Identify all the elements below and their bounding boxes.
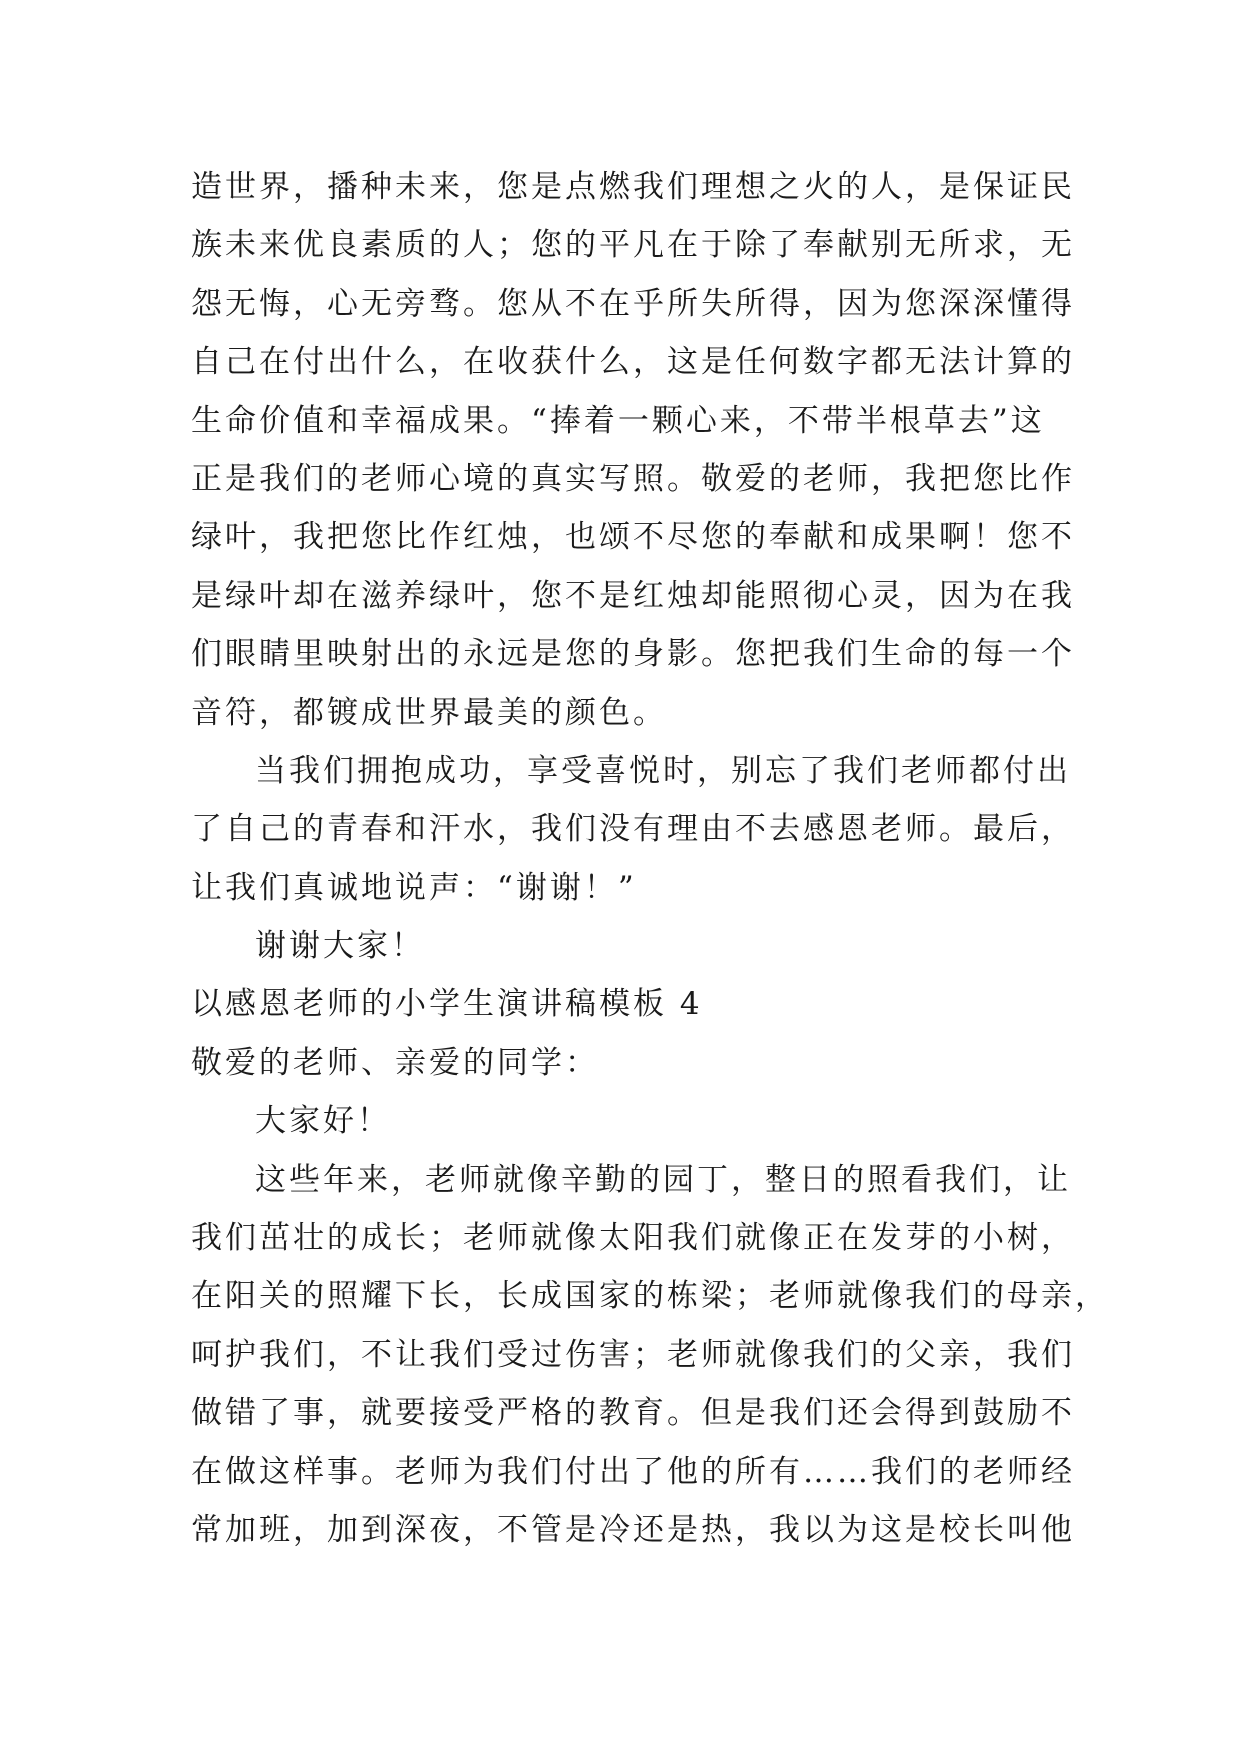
salutation: 敬爱的老师、亲爱的同学： <box>191 1044 599 1081</box>
document-body <box>191 158 1109 1559</box>
text-line: 造世界，播种未来，您是点燃我们理想之火的人，是保证民 <box>191 169 1075 205</box>
text-line: 音符，都镀成世界最美的颜色。 <box>191 694 667 731</box>
text-line: 在做这样事。老师为我们付出了他的所有……我们的老师经 <box>191 1453 1075 1490</box>
text-line: 我们茁壮的成长；老师就像太阳我们就像正在发芽的小树， <box>191 1220 1075 1257</box>
text-line: 自己在付出什么，在收获什么，这是任何数字都无法计算的 <box>191 344 1075 381</box>
paragraph-first-line: 这些年来，老师就像辛勤的园丁，整日的照看我们，让 <box>255 1161 1071 1198</box>
text-line: 们眼睛里映射出的永远是您的身影。您把我们生命的每一个 <box>191 636 1075 673</box>
greeting: 大家好！ <box>255 1103 391 1140</box>
text-line: 做错了事，就要接受严格的教育。但是我们还会得到鼓励不 <box>191 1395 1075 1432</box>
text-line: 在阳关的照耀下长，长成国家的栋梁；老师就像我们的母亲， <box>191 1278 1109 1315</box>
text-line: 呵护我们，不让我们受过伤害；老师就像我们的父亲，我们 <box>191 1336 1075 1373</box>
text-line: 生命价值和幸福成果。“捧着一颗心来，不带半根草去”这 <box>191 402 1045 439</box>
text-line: 绿叶，我把您比作红烛，也颂不尽您的奉献和成果啊！您不 <box>191 519 1075 556</box>
text-line: 族未来优良素质的人；您的平凡在于除了奉献别无所求，无 <box>191 227 1075 264</box>
paragraph-first-line: 当我们拥抱成功，享受喜悦时，别忘了我们老师都付出 <box>255 752 1071 789</box>
text-line: 是绿叶却在滋养绿叶，您不是红烛却能照彻心灵，因为在我 <box>191 577 1075 614</box>
text-line: 怨无悔，心无旁骛。您从不在乎所失所得，因为您深深懂得 <box>191 285 1075 322</box>
text-line: 让我们真诚地说声：“谢谢！” <box>191 869 637 906</box>
text-line: 了自己的青春和汗水，我们没有理由不去感恩老师。最后， <box>191 811 1075 848</box>
text-line: 正是我们的老师心境的真实写照。敬爱的老师，我把您比作 <box>191 460 1075 497</box>
section-heading: 以感恩老师的小学生演讲稿模板 4 <box>191 986 703 1023</box>
closing-thanks: 谢谢大家！ <box>255 928 425 965</box>
text-line: 常加班，加到深夜，不管是冷还是热，我以为这是校长叫他 <box>191 1511 1075 1548</box>
